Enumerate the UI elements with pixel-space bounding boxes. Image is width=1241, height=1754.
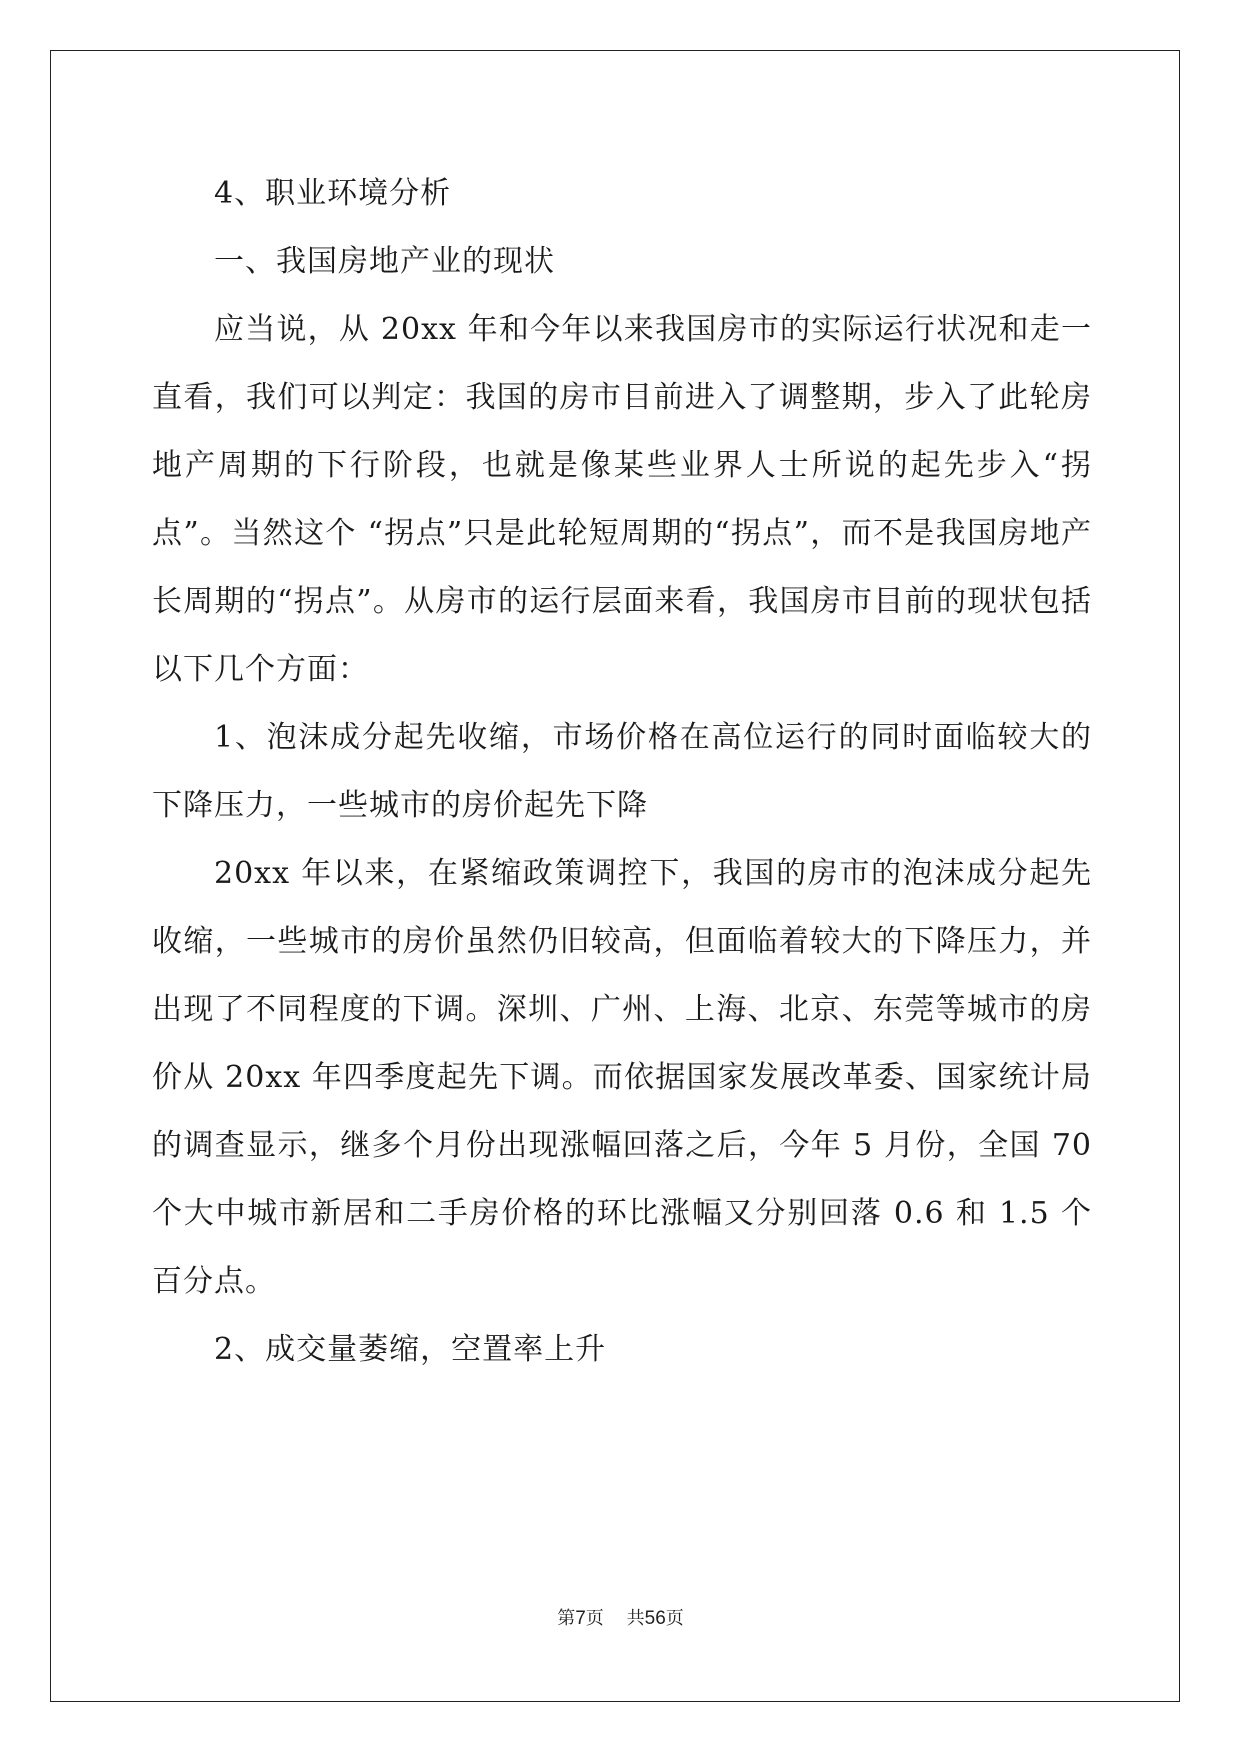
- paragraph: 20xx 年以来，在紧缩政策调控下，我国的房市的泡沫成分起先收缩，一些城市的房价虽然仍旧较高，但面临着较大的下降压力，并出现了不同程度的下调。深圳、广州、上海、北京、东莞等城市的房价从 20xx 年四季度起先下调。而依据国家发展改革委、国家统计局的调查显示，继多个月份出现涨幅回落之后，今年 5 月份，全国 70 个大中城市新居和二手房价格的环比涨幅又分别回落 0.6 和 1.5 个百分点。: [152, 856, 1092, 1299]
- paragraph: 应当说，从 20xx 年和今年以来我国房市的实际运行状况和走一直看，我们可以判定：我国的房市目前进入了调整期，步入了此轮房地产周期的下行阶段，也就是像某些业界人士所说的起先步入“拐点”。当然这个 “拐点”只是此轮短周期的“拐点”，而不是我国房地产长周期的“拐点”。从房市的运行层面来看，我国房市目前的现状包括以下几个方面：: [152, 312, 1092, 687]
- footer-total-suffix: 页: [665, 1608, 684, 1629]
- subsection-heading: 一、我国房地产业的现状: [214, 244, 555, 279]
- footer-total-prefix: 共: [626, 1608, 645, 1629]
- page-number: 7: [575, 1608, 586, 1629]
- paragraph: 1、泡沫成分起先收缩，市场价格在高位运行的同时面临较大的下降压力，一些城市的房价起先下降: [152, 720, 1092, 823]
- total-pages: 56: [644, 1608, 666, 1629]
- footer-prefix: 第: [557, 1608, 576, 1629]
- section-heading: 4、职业环境分析: [214, 176, 452, 211]
- footer-page-suffix: 页: [585, 1608, 604, 1629]
- page-footer: [0, 1604, 1241, 1630]
- paragraph: 2、成交量萎缩，空置率上升: [214, 1332, 607, 1367]
- document-body: [152, 160, 1092, 1384]
